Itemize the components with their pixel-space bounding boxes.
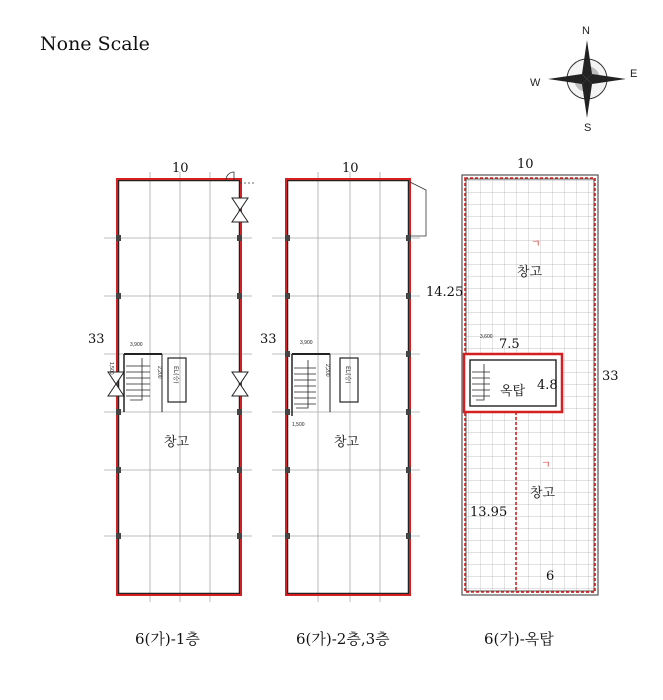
lower-length-dimension: 13.95 — [470, 505, 508, 520]
length-dimension: 33 — [88, 332, 105, 347]
stair-dim-top: 3,900 — [130, 342, 143, 348]
plan-floor23 — [260, 161, 426, 602]
structural-grid — [104, 172, 252, 602]
upper-storage-label: 창고 — [517, 265, 543, 280]
stair-dim-side: 2,200 — [156, 366, 162, 379]
boundary-line — [286, 179, 410, 595]
elevator-label: EL(승) — [344, 366, 351, 384]
caption-floor23: 6(가)-2층,3층 — [296, 630, 390, 648]
outer-wall — [287, 180, 409, 594]
penthouse-height-dimension: 4.8 — [537, 378, 558, 393]
offset-dimension: 14.25 — [426, 285, 464, 300]
compass-n-label: N — [582, 25, 590, 37]
lower-width-dimension: 6 — [546, 569, 555, 584]
north-arrow-compass — [530, 25, 637, 134]
lower-storage-label: 창고 — [530, 486, 556, 501]
columns — [116, 235, 242, 539]
compass-e-label: E — [630, 68, 638, 80]
stair-dim-top: 3,600 — [480, 334, 493, 340]
room-label-storage: 창고 — [164, 435, 190, 450]
plan-floor1 — [88, 161, 256, 602]
width-dimension: 10 — [342, 161, 359, 176]
lower-room-marker: ㄱ — [541, 460, 551, 471]
compass-w-label: W — [530, 77, 541, 89]
stair-dim-left: 1,500 — [108, 362, 114, 375]
compass-s-label: S — [584, 122, 592, 134]
width-dimension: 10 — [517, 157, 534, 172]
caption-rooftop: 6(가)-옥탑 — [484, 630, 554, 648]
columns — [285, 235, 411, 539]
stair-dim-bottom: 1,500 — [292, 422, 305, 428]
elevator-label: EL(승) — [172, 366, 179, 384]
stair-dim-top: 3,900 — [300, 340, 313, 346]
length-dimension: 33 — [260, 332, 277, 347]
structural-grid — [272, 172, 420, 602]
upper-room-marker: ㄱ — [531, 239, 541, 250]
length-dimension: 33 — [602, 369, 619, 384]
width-dimension: 10 — [172, 161, 189, 176]
stair-dim-side: 2,200 — [324, 364, 330, 377]
scale-note: None Scale — [40, 33, 150, 55]
balcony-outline — [410, 182, 426, 236]
boundary-line — [117, 179, 241, 595]
plan-rooftop — [426, 157, 619, 595]
caption-floor1: 6(가)-1층 — [135, 630, 200, 648]
outer-wall — [118, 180, 240, 594]
penthouse-label: 옥탑 — [500, 384, 526, 399]
penthouse-width-dimension: 7.5 — [499, 337, 520, 352]
room-label-storage: 창고 — [334, 435, 360, 450]
